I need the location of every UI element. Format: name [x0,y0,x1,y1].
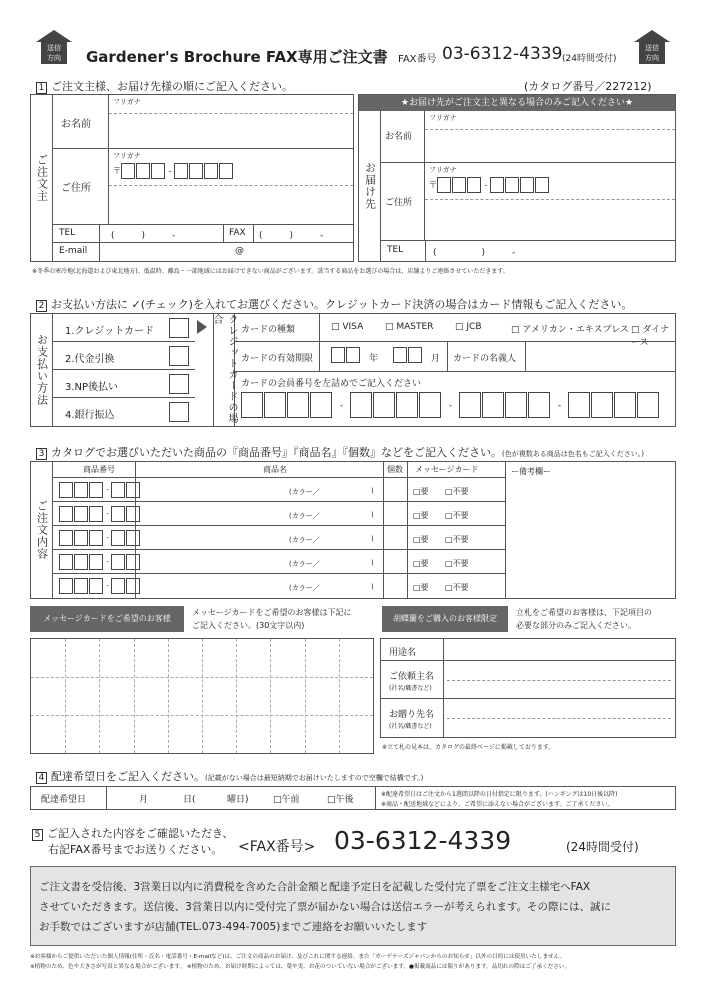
delivery-address-label: ご住所 [381,163,425,241]
orderer-tel-row[interactable]: TEL ( ) - FAX ( ) - [53,225,353,243]
fax-number: 03-6312-4339 [442,44,563,64]
section1-heading: 1 ご注文主様、お届け先様の順にご記入ください。 [36,78,293,94]
section4-heading: 4 配達希望日をご記入ください。(記載がない場合は最短納期でお届けいたしますので空欄で結構です。) [36,768,423,784]
footer-notes: ※お客様からご提供いただいた個人情報(住所・氏名・電話番号・E-mailなど)は、ご注文の商品のお届け、及びこれに関する連絡、また「ガーデナーズジャパンからのお知らせ」以外の目的には使用いたしません。 ※植物のため、色や大きさが写真と異なる場合がございます。 ※植物のため、お届け時期によっては、葉や実、お花のついていない場合がございます。●掲載商品には限りがあります。品切れの際はご了承ください。 [30,954,571,970]
notice-box: ご注文書を受信後、3営業日以内に消費税を含めた合計金額と配達予定日を記載した受付完了票をご注文主様宅へFAX させていただきます。送信後、3営業日以内に受付完了票が届かない場合は送信エラーが考えられます。その際には、誠に お手数ではございますが店舗(TEL.073-494-7005)までご連絡をお願いいたします [30,866,676,946]
address-label: ご住所 [53,149,109,225]
cod-checkbox[interactable] [169,346,189,366]
order-row[interactable]: - (カラー／ ) □要 □不要 [53,550,505,574]
page-title: Gardener's Brochure FAX専用ご注文書 [86,48,388,66]
order-row[interactable]: - (カラー／ ) □要 □不要 [53,502,505,526]
orderer-email-row[interactable]: E-mail @ [53,243,353,261]
delivery-box [358,94,676,262]
method-row-credit[interactable]: 1.クレジットカード [53,314,195,342]
order-box [30,461,676,599]
delivery-label: お届け先 [363,162,377,210]
order-header: 商品番号 商品名 個数 メッセージカード [53,462,505,478]
requester-row[interactable]: ご依頼主名 (社名/職書など) [381,661,675,699]
message-card-grid[interactable] [30,638,374,754]
orderer-box [30,94,354,262]
order-label: ご注文内容 [35,500,49,560]
delivery-tel-row[interactable]: TEL ( ) - [381,241,675,261]
orchid-banner: 胡蝶蘭をご購入のお客様限定 [382,606,508,632]
method-row-np[interactable]: 3.NP後払い [53,370,195,398]
fax-lead: <FAX番号> [238,839,316,855]
payment-method-label: お支払い方法 [35,334,49,406]
order-row[interactable]: - (カラー／ ) □要 □不要 [53,574,505,598]
card-type-row[interactable]: カードの種類 □ VISA □ MASTER □ JCB □ アメリカン・エキスプレス □ ダイナース [235,314,675,342]
arrow-right-icon [197,320,207,334]
catalog-number: (カタログ番号／227212) [524,80,652,93]
bank-checkbox[interactable] [169,402,189,422]
tag-note: ※立て札の見本は、カタログの最終ページに掲載しております。 [382,744,555,751]
section3-heading: 3 カタログでお選びいただいた商品の『商品番号』『商品名』『個数』などをご記入ください。(色が複数ある商品は色名もご記入ください。) [36,444,644,460]
order-row[interactable]: - (カラー／ ) □要 □不要 [53,526,505,550]
delivery-banner: ★お届け先がご注文主と異なる場合のみご記入ください★ [359,95,675,111]
section1-note: ※冬季の寒冷地(北海道および東北地方)、低温時、離島・一部地域にはお届けできない商品がございます。該当する商品をお選びの場合は、店舗よりご連絡させていただきます。 [32,268,509,275]
send-direction-right-icon: 送信 方向 [634,30,670,64]
fax-hours: (24時間受付) [562,54,617,64]
order-row[interactable]: - (カラー／ ) □要 □不要 [53,478,505,502]
credit-card-label: クレジットカードの場合 [211,314,237,424]
orderer-address-field[interactable]: フリガナ 〒 - [109,149,353,225]
delivery-address-field[interactable]: フリガナ 〒 - [425,163,675,241]
message-card-note: メッセージカードをご希望のお客様は下記に ご記入ください。(30文字以内) [192,608,352,630]
send-direction-left-icon: 送信 方向 [36,30,72,64]
section5-instruction: 5 ご記入された内容をご確認いただき、 右記FAX番号までお送りください。 [32,826,234,858]
section2-heading: 2 お支払い方法に ✓(チェック)を入れてお選びください。クレジットカード決済の場合はカード情報もご記入ください。 [36,296,632,312]
credit-checkbox[interactable] [169,318,189,338]
tag-box [380,638,676,738]
recipient-row[interactable]: お贈り先名 (社名/職書など) [381,699,675,737]
orchid-note: 立札をご希望のお客様は、下記項目の 必要な部分のみご記入ください。 [516,608,652,630]
delivery-name-label: お名前 [381,111,425,163]
fax-hours-large: (24時間受付) [566,840,639,854]
orderer-name-field[interactable]: フリガナ [109,95,353,149]
np-checkbox[interactable] [169,374,189,394]
method-row-bank[interactable]: 4.銀行振込 [53,398,195,426]
delivery-date-row[interactable]: 配達希望日 月 日( 曜日) □午前 □午後 ※配達希望日はご注文から1週間以降の日付指定に限ります。(ハンギングは10日後以降) ※商品・配送地域などにより、ご希望に添えない場合がございます。ご了承ください。 [30,786,676,810]
payment-box [30,313,676,427]
remarks-label: ー備考欄ー [511,467,551,476]
purpose-row[interactable]: 用途名 [381,639,675,661]
name-label: お名前 [53,95,109,149]
method-row-cod[interactable]: 2.代金引換 [53,342,195,370]
delivery-name-field[interactable]: フリガナ [425,111,675,163]
fax-prefix: FAX番号 [398,54,437,65]
card-number-row[interactable]: カードの会員番号を左詰めでご記入ください - - - [235,372,675,426]
fax-number-large: 03-6312-4339 [334,826,512,855]
orderer-label: ご注文主 [35,154,49,202]
message-card-banner: メッセージカードをご希望のお客様 [30,606,184,632]
card-expiry-row[interactable]: カードの有効期限 年 月 カードの名義人 [235,342,675,372]
